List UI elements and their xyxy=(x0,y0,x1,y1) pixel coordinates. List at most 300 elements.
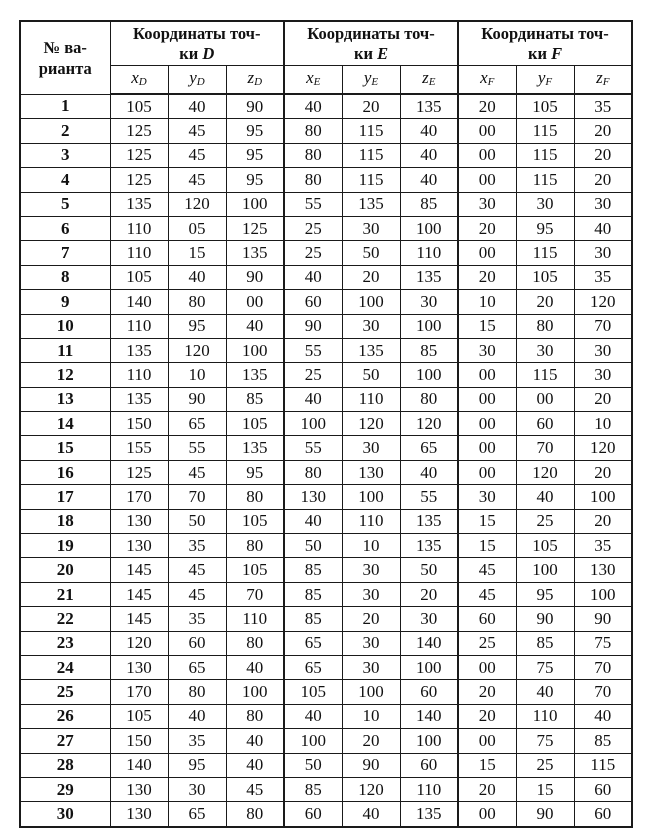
variant-number-cell: 28 xyxy=(20,753,110,777)
coordinate-cell: 110 xyxy=(110,314,168,338)
coordinate-cell: 135 xyxy=(110,192,168,216)
variant-number-cell: 2 xyxy=(20,119,110,143)
coordinate-cell: 45 xyxy=(458,582,516,606)
variant-number-cell: 6 xyxy=(20,216,110,240)
coordinate-cell: 115 xyxy=(516,241,574,265)
coordinate-cell: 15 xyxy=(458,509,516,533)
table-body xyxy=(20,94,632,827)
coordinate-cell: 135 xyxy=(226,363,284,387)
point-e-group-header: Координаты точ- ки E xyxy=(284,21,458,66)
variant-number-cell: 27 xyxy=(20,729,110,753)
coordinate-cell: 55 xyxy=(284,338,342,362)
coordinate-cell: 95 xyxy=(226,168,284,192)
coordinate-cell: 100 xyxy=(342,485,400,509)
coord-header-z-d: zD xyxy=(226,66,284,95)
table-row xyxy=(20,241,632,265)
coordinate-cell: 40 xyxy=(284,509,342,533)
coordinate-cell: 80 xyxy=(226,534,284,558)
coordinate-cell: 60 xyxy=(400,680,458,704)
coordinate-cell: 120 xyxy=(400,412,458,436)
coordinate-cell: 140 xyxy=(110,290,168,314)
table-row xyxy=(20,509,632,533)
coordinate-cell: 30 xyxy=(574,192,632,216)
table-row xyxy=(20,168,632,192)
coordinate-cell: 95 xyxy=(226,119,284,143)
coordinate-cell: 00 xyxy=(226,290,284,314)
variant-number-cell: 29 xyxy=(20,777,110,801)
coordinate-cell: 45 xyxy=(168,582,226,606)
coordinate-cell: 20 xyxy=(458,216,516,240)
coordinate-cell: 60 xyxy=(574,777,632,801)
coordinate-cell: 30 xyxy=(342,216,400,240)
coordinate-cell: 100 xyxy=(400,729,458,753)
coord-header-z-f: zF xyxy=(574,66,632,95)
coord-header-x-d: xD xyxy=(110,66,168,95)
variant-number-cell: 18 xyxy=(20,509,110,533)
coordinate-cell: 30 xyxy=(168,777,226,801)
variant-number-cell: 11 xyxy=(20,338,110,362)
coordinate-cell: 80 xyxy=(284,460,342,484)
coordinate-cell: 110 xyxy=(400,241,458,265)
coordinate-cell: 90 xyxy=(284,314,342,338)
coordinate-cell: 155 xyxy=(110,436,168,460)
coordinate-cell: 65 xyxy=(168,412,226,436)
variant-number-cell: 26 xyxy=(20,704,110,728)
coordinate-cell: 120 xyxy=(342,777,400,801)
coordinate-cell: 20 xyxy=(458,704,516,728)
table-row xyxy=(20,412,632,436)
coordinate-cell: 25 xyxy=(284,216,342,240)
coordinate-cell: 20 xyxy=(458,777,516,801)
coordinate-cell: 15 xyxy=(458,753,516,777)
coordinate-cell: 170 xyxy=(110,680,168,704)
coordinate-cell: 85 xyxy=(284,777,342,801)
coordinate-cell: 50 xyxy=(168,509,226,533)
coordinate-cell: 90 xyxy=(516,607,574,631)
coordinate-cell: 35 xyxy=(168,607,226,631)
coordinate-cell: 135 xyxy=(342,192,400,216)
coordinate-cell: 130 xyxy=(110,534,168,558)
coordinate-cell: 20 xyxy=(342,265,400,289)
coordinate-cell: 60 xyxy=(168,631,226,655)
coordinate-cell: 135 xyxy=(110,338,168,362)
coordinate-cell: 95 xyxy=(516,216,574,240)
coordinate-cell: 10 xyxy=(458,290,516,314)
coordinate-cell: 100 xyxy=(516,558,574,582)
coordinate-cell: 130 xyxy=(110,802,168,827)
coordinate-cell: 75 xyxy=(574,631,632,655)
coordinate-cell: 85 xyxy=(400,192,458,216)
coordinate-cell: 25 xyxy=(458,631,516,655)
coordinate-cell: 00 xyxy=(458,460,516,484)
coordinate-cell: 135 xyxy=(226,241,284,265)
table-header xyxy=(20,21,632,94)
coordinate-cell: 40 xyxy=(168,265,226,289)
coordinate-cell: 25 xyxy=(284,363,342,387)
coordinate-cell: 45 xyxy=(458,558,516,582)
coordinate-cell: 30 xyxy=(574,241,632,265)
coordinate-cell: 10 xyxy=(342,704,400,728)
variant-number-cell: 15 xyxy=(20,436,110,460)
coordinate-cell: 85 xyxy=(284,582,342,606)
coordinate-cell: 130 xyxy=(574,558,632,582)
coordinate-cell: 40 xyxy=(168,94,226,119)
coordinate-cell: 00 xyxy=(516,387,574,411)
table-row xyxy=(20,631,632,655)
coordinate-cell: 145 xyxy=(110,607,168,631)
coordinate-cell: 40 xyxy=(284,704,342,728)
coordinate-cell: 30 xyxy=(342,558,400,582)
coordinate-cell: 125 xyxy=(110,143,168,167)
coordinate-cell: 55 xyxy=(168,436,226,460)
coordinate-cell: 150 xyxy=(110,729,168,753)
coordinate-cell: 40 xyxy=(226,655,284,679)
coordinate-cell: 80 xyxy=(516,314,574,338)
coordinate-cell: 00 xyxy=(458,119,516,143)
coordinate-cell: 65 xyxy=(400,436,458,460)
coordinate-cell: 30 xyxy=(400,290,458,314)
coordinate-cell: 30 xyxy=(574,363,632,387)
coordinate-cell: 20 xyxy=(458,680,516,704)
coordinate-cell: 20 xyxy=(574,460,632,484)
coordinate-cell: 110 xyxy=(110,363,168,387)
coordinate-cell: 25 xyxy=(284,241,342,265)
coordinate-cell: 30 xyxy=(342,655,400,679)
coordinate-cell: 20 xyxy=(342,607,400,631)
coord-header-y-f: yF xyxy=(516,66,574,95)
coordinate-cell: 40 xyxy=(400,119,458,143)
point-d-group-header: Координаты точ- ки D xyxy=(110,21,284,66)
coordinate-cell: 115 xyxy=(342,143,400,167)
coordinate-cell: 110 xyxy=(342,387,400,411)
coordinate-cell: 30 xyxy=(458,192,516,216)
coordinate-cell: 140 xyxy=(110,753,168,777)
coordinate-cell: 105 xyxy=(226,509,284,533)
coordinate-cell: 00 xyxy=(458,168,516,192)
coordinate-cell: 10 xyxy=(342,534,400,558)
coordinate-cell: 85 xyxy=(284,558,342,582)
coordinate-cell: 80 xyxy=(226,704,284,728)
coordinate-cell: 105 xyxy=(516,534,574,558)
variant-number-cell: 24 xyxy=(20,655,110,679)
coordinate-cell: 100 xyxy=(342,680,400,704)
coordinate-cell: 10 xyxy=(574,412,632,436)
variant-number-cell: 30 xyxy=(20,802,110,827)
coordinate-cell: 90 xyxy=(342,753,400,777)
coordinate-cell: 35 xyxy=(168,534,226,558)
coordinate-cell: 50 xyxy=(342,241,400,265)
coordinate-cell: 90 xyxy=(226,94,284,119)
coordinate-cell: 105 xyxy=(110,94,168,119)
coordinate-cell: 95 xyxy=(226,460,284,484)
table-row xyxy=(20,534,632,558)
coordinate-cell: 120 xyxy=(516,460,574,484)
variant-number-cell: 17 xyxy=(20,485,110,509)
coordinate-cell: 125 xyxy=(110,168,168,192)
coordinate-cell: 20 xyxy=(400,582,458,606)
coordinate-cell: 135 xyxy=(342,338,400,362)
coordinate-cell: 135 xyxy=(226,436,284,460)
coordinate-cell: 65 xyxy=(168,802,226,827)
coordinate-cell: 00 xyxy=(458,655,516,679)
coordinate-cell: 40 xyxy=(226,729,284,753)
coordinate-cell: 40 xyxy=(400,460,458,484)
table-row xyxy=(20,558,632,582)
coordinate-cell: 135 xyxy=(400,265,458,289)
table-row xyxy=(20,460,632,484)
variant-number-cell: 3 xyxy=(20,143,110,167)
coordinate-cell: 20 xyxy=(574,119,632,143)
coordinate-cell: 40 xyxy=(226,753,284,777)
coordinate-cell: 15 xyxy=(458,314,516,338)
coordinate-cell: 70 xyxy=(516,436,574,460)
coordinate-cell: 65 xyxy=(168,655,226,679)
coordinate-cell: 80 xyxy=(168,290,226,314)
variant-number-cell: 7 xyxy=(20,241,110,265)
coordinate-cell: 80 xyxy=(226,485,284,509)
coordinate-cell: 115 xyxy=(516,119,574,143)
coordinate-cell: 00 xyxy=(458,802,516,827)
table-row xyxy=(20,216,632,240)
coordinate-cell: 60 xyxy=(458,607,516,631)
coordinate-cell: 70 xyxy=(574,314,632,338)
coordinate-cell: 40 xyxy=(400,143,458,167)
coordinate-cell: 15 xyxy=(458,534,516,558)
coordinate-cell: 130 xyxy=(342,460,400,484)
coordinate-cell: 115 xyxy=(516,143,574,167)
coordinate-cell: 140 xyxy=(400,704,458,728)
coordinate-cell: 100 xyxy=(226,338,284,362)
variant-number-cell: 12 xyxy=(20,363,110,387)
coordinate-cell: 120 xyxy=(110,631,168,655)
point-f-group-header: Координаты точ- ки F xyxy=(458,21,632,66)
coordinate-cell: 100 xyxy=(342,290,400,314)
coordinate-cell: 135 xyxy=(110,387,168,411)
coordinate-cell: 125 xyxy=(226,216,284,240)
coordinate-cell: 70 xyxy=(574,655,632,679)
coordinate-cell: 20 xyxy=(458,94,516,119)
table-row xyxy=(20,436,632,460)
coordinate-cell: 80 xyxy=(284,119,342,143)
coordinate-cell: 105 xyxy=(110,704,168,728)
coordinate-cell: 70 xyxy=(226,582,284,606)
coordinate-cell: 40 xyxy=(574,704,632,728)
variant-number-cell: 10 xyxy=(20,314,110,338)
coordinate-cell: 90 xyxy=(226,265,284,289)
coordinate-cell: 30 xyxy=(574,338,632,362)
coordinates-table xyxy=(19,20,633,828)
table-row xyxy=(20,143,632,167)
coordinate-cell: 90 xyxy=(574,607,632,631)
table-row xyxy=(20,485,632,509)
table-row xyxy=(20,94,632,119)
coordinate-cell: 05 xyxy=(168,216,226,240)
coordinate-cell: 110 xyxy=(110,216,168,240)
coordinate-cell: 95 xyxy=(168,753,226,777)
coordinate-cell: 100 xyxy=(226,680,284,704)
coordinate-cell: 80 xyxy=(226,631,284,655)
table-row xyxy=(20,192,632,216)
table-row xyxy=(20,802,632,827)
coordinate-cell: 60 xyxy=(516,412,574,436)
variant-number-cell: 19 xyxy=(20,534,110,558)
coord-header-y-d: yD xyxy=(168,66,226,95)
coordinate-cell: 80 xyxy=(284,168,342,192)
coordinate-cell: 40 xyxy=(400,168,458,192)
coordinate-cell: 110 xyxy=(110,241,168,265)
coordinate-cell: 35 xyxy=(574,534,632,558)
coordinate-cell: 90 xyxy=(516,802,574,827)
coordinate-cell: 00 xyxy=(458,387,516,411)
coordinate-cell: 120 xyxy=(168,338,226,362)
coordinate-cell: 100 xyxy=(400,363,458,387)
coordinate-cell: 45 xyxy=(226,777,284,801)
coordinate-cell: 100 xyxy=(226,192,284,216)
coordinate-cell: 105 xyxy=(516,94,574,119)
coordinate-cell: 110 xyxy=(516,704,574,728)
coordinate-cell: 115 xyxy=(516,363,574,387)
coordinate-cell: 45 xyxy=(168,558,226,582)
variant-number-cell: 22 xyxy=(20,607,110,631)
table-row xyxy=(20,777,632,801)
coordinate-cell: 10 xyxy=(168,363,226,387)
coordinate-cell: 95 xyxy=(516,582,574,606)
table-row xyxy=(20,704,632,728)
coordinate-cell: 85 xyxy=(284,607,342,631)
coordinate-cell: 15 xyxy=(516,777,574,801)
table-row xyxy=(20,265,632,289)
coordinate-cell: 80 xyxy=(284,143,342,167)
coordinate-cell: 120 xyxy=(168,192,226,216)
coordinate-cell: 85 xyxy=(574,729,632,753)
coordinate-cell: 40 xyxy=(516,485,574,509)
coordinate-cell: 65 xyxy=(284,655,342,679)
coordinate-cell: 30 xyxy=(342,582,400,606)
coordinate-cell: 45 xyxy=(168,460,226,484)
coordinate-cell: 00 xyxy=(458,363,516,387)
coordinate-cell: 55 xyxy=(284,192,342,216)
table-row xyxy=(20,119,632,143)
coordinate-cell: 120 xyxy=(574,436,632,460)
coordinate-cell: 100 xyxy=(284,729,342,753)
coordinate-cell: 100 xyxy=(400,314,458,338)
coordinate-cell: 30 xyxy=(458,338,516,362)
coordinate-cell: 130 xyxy=(110,655,168,679)
variant-number-cell: 21 xyxy=(20,582,110,606)
variant-number-cell: 4 xyxy=(20,168,110,192)
coordinate-cell: 130 xyxy=(110,777,168,801)
table-row xyxy=(20,680,632,704)
variant-number-cell: 23 xyxy=(20,631,110,655)
coordinate-cell: 115 xyxy=(574,753,632,777)
coordinate-cell: 40 xyxy=(342,802,400,827)
axis-subheader-row xyxy=(20,66,632,95)
variant-number-cell: 13 xyxy=(20,387,110,411)
coordinate-cell: 40 xyxy=(226,314,284,338)
coordinate-cell: 145 xyxy=(110,582,168,606)
coordinate-cell: 60 xyxy=(400,753,458,777)
coordinate-cell: 95 xyxy=(168,314,226,338)
coordinate-cell: 20 xyxy=(342,94,400,119)
table-row xyxy=(20,314,632,338)
coordinate-cell: 40 xyxy=(284,94,342,119)
table-row xyxy=(20,387,632,411)
coordinate-cell: 60 xyxy=(574,802,632,827)
table-row xyxy=(20,582,632,606)
coordinate-cell: 50 xyxy=(284,534,342,558)
coordinate-cell: 20 xyxy=(574,143,632,167)
coordinate-cell: 60 xyxy=(284,802,342,827)
coordinate-cell: 115 xyxy=(342,119,400,143)
coordinate-cell: 55 xyxy=(284,436,342,460)
table-row xyxy=(20,753,632,777)
coordinate-cell: 60 xyxy=(284,290,342,314)
coordinate-cell: 75 xyxy=(516,729,574,753)
coordinate-cell: 40 xyxy=(284,387,342,411)
coordinate-cell: 40 xyxy=(168,704,226,728)
coordinate-cell: 00 xyxy=(458,241,516,265)
table-row xyxy=(20,729,632,753)
coordinate-cell: 80 xyxy=(226,802,284,827)
variant-number-cell: 9 xyxy=(20,290,110,314)
coordinate-cell: 40 xyxy=(574,216,632,240)
coordinate-cell: 20 xyxy=(574,509,632,533)
coordinate-cell: 50 xyxy=(284,753,342,777)
coordinate-cell: 115 xyxy=(516,168,574,192)
coordinate-cell: 45 xyxy=(168,168,226,192)
coordinate-cell: 100 xyxy=(574,485,632,509)
coordinate-cell: 45 xyxy=(168,119,226,143)
variant-number-cell: 1 xyxy=(20,94,110,119)
table-row xyxy=(20,290,632,314)
coordinate-cell: 120 xyxy=(342,412,400,436)
coordinate-cell: 40 xyxy=(284,265,342,289)
variant-number-cell: 20 xyxy=(20,558,110,582)
coordinate-cell: 120 xyxy=(574,290,632,314)
coordinate-cell: 95 xyxy=(226,143,284,167)
coordinate-cell: 105 xyxy=(516,265,574,289)
coordinate-cell: 135 xyxy=(400,94,458,119)
coordinate-cell: 30 xyxy=(458,485,516,509)
coordinate-cell: 80 xyxy=(400,387,458,411)
coordinate-cell: 100 xyxy=(574,582,632,606)
variant-number-cell: 14 xyxy=(20,412,110,436)
coordinate-cell: 30 xyxy=(400,607,458,631)
coordinate-cell: 50 xyxy=(342,363,400,387)
coordinate-cell: 25 xyxy=(516,509,574,533)
coordinate-cell: 125 xyxy=(110,119,168,143)
coordinate-cell: 20 xyxy=(574,168,632,192)
coordinate-cell: 135 xyxy=(400,509,458,533)
coordinate-cell: 100 xyxy=(400,216,458,240)
coordinate-cell: 85 xyxy=(516,631,574,655)
coord-header-x-f: xF xyxy=(458,66,516,95)
coordinate-cell: 105 xyxy=(110,265,168,289)
coordinate-cell: 30 xyxy=(516,192,574,216)
coordinate-cell: 140 xyxy=(400,631,458,655)
table-row xyxy=(20,655,632,679)
coordinate-cell: 20 xyxy=(516,290,574,314)
coordinate-cell: 100 xyxy=(400,655,458,679)
coordinate-cell: 90 xyxy=(168,387,226,411)
coordinate-cell: 25 xyxy=(516,753,574,777)
coordinate-cell: 115 xyxy=(342,168,400,192)
coord-header-x-e: xE xyxy=(284,66,342,95)
coordinate-cell: 105 xyxy=(226,412,284,436)
table-row xyxy=(20,363,632,387)
coordinate-cell: 145 xyxy=(110,558,168,582)
table-row xyxy=(20,338,632,362)
